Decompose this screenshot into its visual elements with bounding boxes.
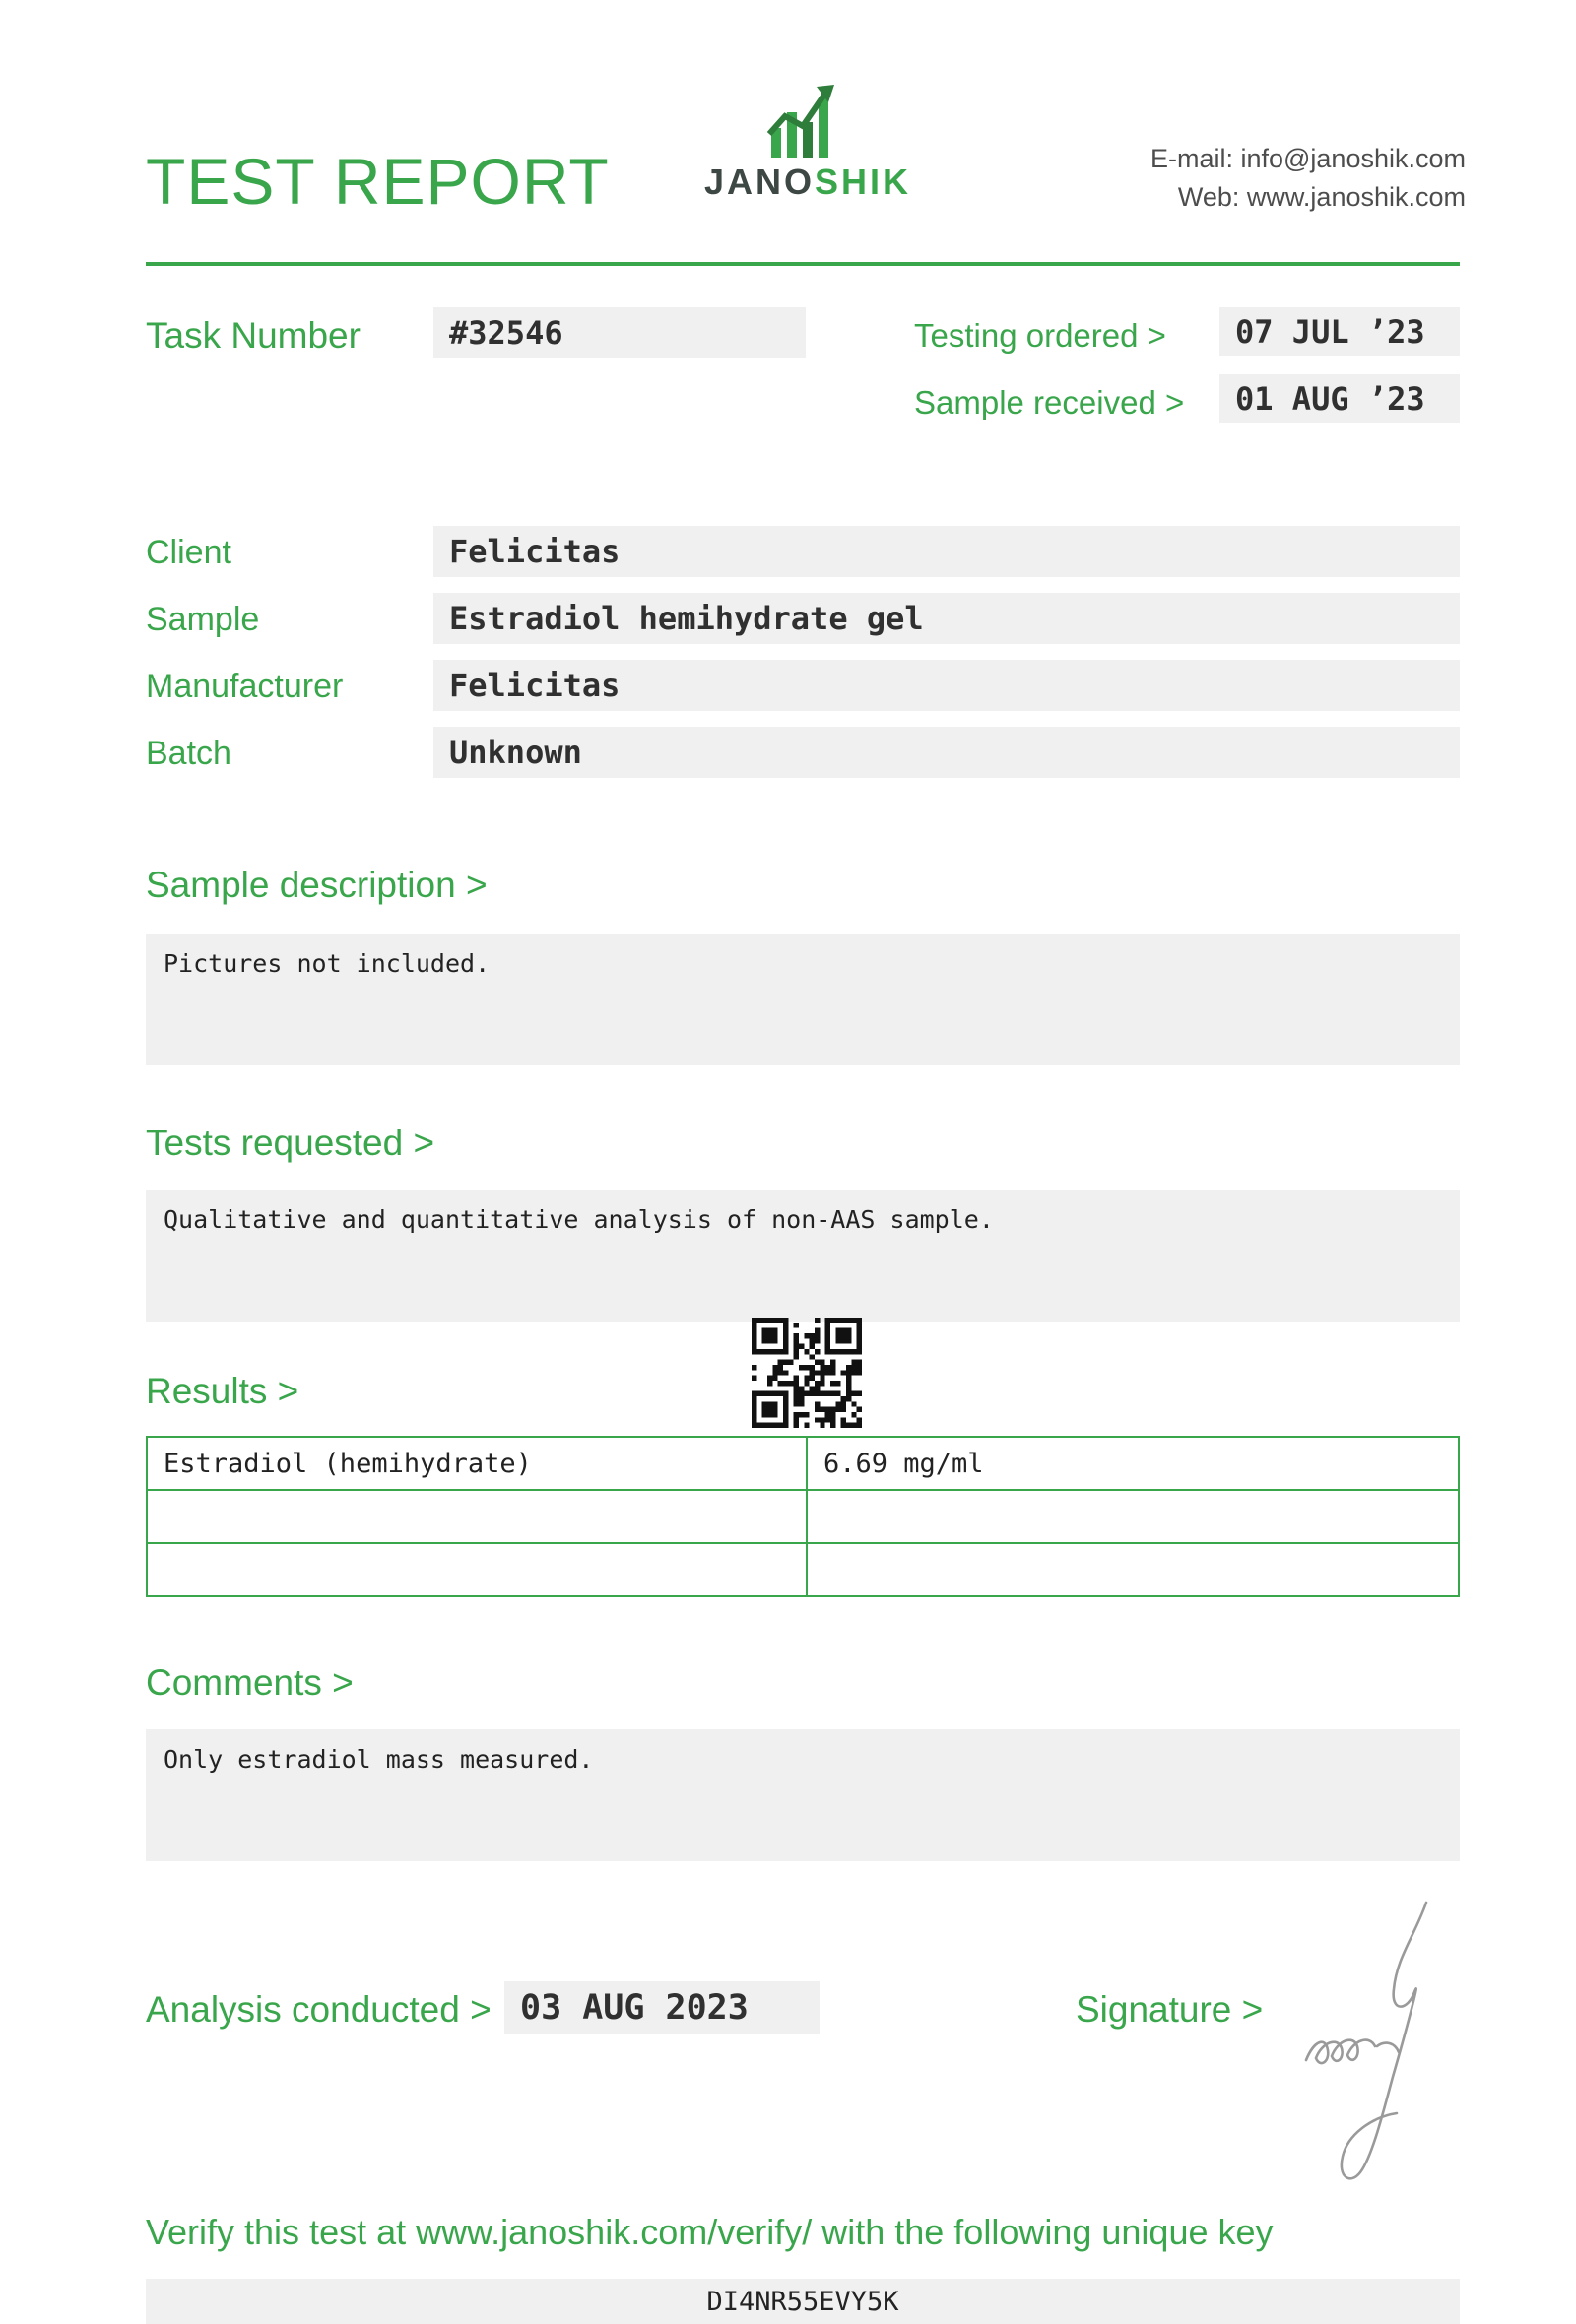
table-row <box>147 1490 1459 1543</box>
manufacturer-value: Felicitas <box>433 660 1460 711</box>
email-line: E-mail: info@janoshik.com <box>1149 144 1466 173</box>
comments-text: Only estradiol mass measured. <box>146 1729 1460 1861</box>
sample-label: Sample <box>146 601 260 638</box>
tests-requested-heading: Tests requested > <box>146 1123 435 1163</box>
page-title: TEST REPORT <box>146 145 610 218</box>
unique-key-value: DI4NR55EVY5K <box>146 2279 1460 2324</box>
header-divider <box>146 262 1460 266</box>
results-heading: Results > <box>146 1371 299 1411</box>
client-value: Felicitas <box>433 526 1460 577</box>
analysis-conducted-value: 03 AUG 2023 <box>504 1981 820 2034</box>
sample-received-label: Sample received > <box>914 384 1185 420</box>
sample-description-heading: Sample description > <box>146 865 488 905</box>
result-analyte: Estradiol (hemihydrate) <box>147 1437 807 1490</box>
signature-scribble-icon <box>1279 1893 1458 2190</box>
batch-label: Batch <box>146 735 231 772</box>
qr-code-svg <box>752 1318 862 1428</box>
result-value <box>807 1490 1459 1543</box>
signature-label: Signature > <box>1076 1989 1264 2030</box>
sample-value: Estradiol hemihydrate gel <box>433 593 1460 644</box>
web-line: Web: www.janoshik.com <box>1177 182 1466 213</box>
testing-ordered-label: Testing ordered > <box>914 317 1166 354</box>
analysis-conducted-label: Analysis conducted > <box>146 1989 492 2030</box>
task-number-value: #32546 <box>433 307 806 358</box>
brand-shik: SHIK <box>815 161 912 202</box>
brand-jano: JANO <box>703 161 815 202</box>
client-label: Client <box>146 534 231 571</box>
result-analyte <box>147 1543 807 1596</box>
handwritten-signature <box>1279 1893 1458 2190</box>
manufacturer-label: Manufacturer <box>146 668 344 705</box>
testing-ordered-value: 07 JUL ’23 <box>1219 307 1460 356</box>
batch-value: Unknown <box>433 727 1460 778</box>
sample-description-text: Pictures not included. <box>146 934 1460 1065</box>
verify-instruction: Verify this test at www.janoshik.com/verify/ with the following unique key <box>146 2212 1274 2252</box>
results-table <box>146 1436 1460 1597</box>
table-row <box>147 1543 1459 1596</box>
task-number-label: Task Number <box>146 315 361 355</box>
contact-block <box>1150 140 1466 217</box>
janoshik-logo <box>688 83 928 203</box>
bar-chart-growth-icon <box>763 83 852 158</box>
result-value: 6.69 mg/ml <box>807 1437 1459 1490</box>
result-analyte <box>147 1490 807 1543</box>
result-value <box>807 1543 1459 1596</box>
tests-requested-text: Qualitative and quantitative analysis of non-AAS sample. <box>146 1190 1460 1322</box>
table-row <box>147 1437 1459 1490</box>
brand-wordmark <box>688 161 928 203</box>
qr-code <box>752 1318 862 1428</box>
comments-heading: Comments > <box>146 1662 354 1703</box>
sample-received-value: 01 AUG ’23 <box>1219 374 1460 423</box>
